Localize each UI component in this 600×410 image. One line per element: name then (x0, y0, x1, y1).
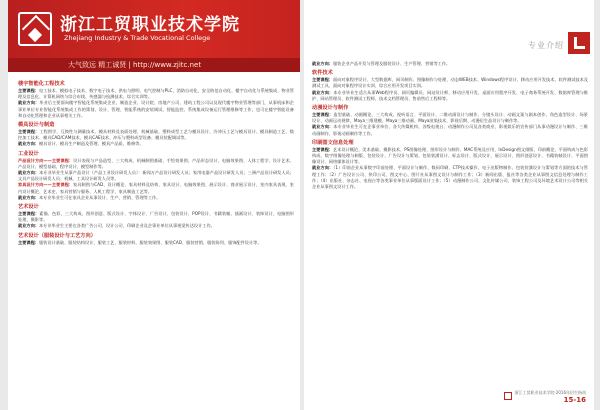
paragraph-text: 本专业毕业生从事产品设计（产品工业设计研发人员）：新闻万产品设计研发人员；家用电器产品设计研发人员；三洲产品设计研发人员；文具产品设计研发人员；机械、工具设计研发人员等。 (18, 170, 294, 182)
paragraph-text: 素描、色彩、三大构成、图形创意、版式设计、字体设计、广告设计、包装设计、POP设计、书籍装帧、插画设计、装饰设计、电脑图形处理、摄影等。 (18, 211, 294, 223)
major-section (312, 61, 588, 67)
paragraph-label: 主要课程： (18, 129, 40, 135)
major-title: 印刷图文信息处理 (312, 139, 354, 146)
paragraph-label: 就业方向： (312, 61, 333, 66)
paragraph-label: 主要课程： (18, 239, 39, 245)
right-page (304, 0, 594, 410)
paragraph-label: 就业方向： (312, 124, 334, 130)
corner-mark-icon (568, 32, 590, 54)
slogan-bar (8, 58, 300, 72)
footer-logo-icon (504, 392, 512, 400)
major-paragraph (312, 165, 588, 190)
paragraph-label: 主要课程： (312, 112, 334, 118)
major-title: 软件技术 (312, 70, 333, 77)
paragraph-text: 服装设计基础、服装结构设计、服装工艺、服装材料、服装效果图、服装CAD、服装营销、服装陈列、服饰配件设计等。 (38, 239, 262, 245)
paragraph-text: 设计表现与产品造型、三大构成、机械制图基础、手绘效果图、产品形态设计、电脑效果图、人体工程学、设计艺术、产品设计、模型基础、程序设计、模型制作等。 (18, 157, 294, 169)
paragraph-label: 主要课程： (18, 211, 40, 217)
paragraph-label: 就业方向： (312, 89, 334, 95)
left-column (18, 78, 294, 246)
major-paragraph (18, 158, 294, 170)
footer-text: 浙江工贸职业技术学院·2016年招生指南 (514, 390, 586, 395)
paragraph-text: 家具制图与CAD、设计概论、家具材料及结构、家具设计、电脑效果图、展示设计、商业展示设计、室内家具表现、室内设计概论、艺术史、家具营销与服务、人机工程学、家具制造工艺等。 (18, 182, 294, 194)
left-page (8, 0, 300, 410)
paragraph-text: 电工技术、模拟电子技术、数字电子技术、供电与照明、电气控制与PLC、消防自动化、安全防范自动化、楼宇自动化与系统集成、物业管理及信息化、计算机网络与综合布线、传感器与检测技术、综合实训等。 (18, 88, 294, 100)
paragraph-text: 艺术设计概论、美术基础、摄影技术、PS图像处理、图形设计与制作、MAC系统及应用、InDesign图文排版、印前概论、平面构成与色彩构成、数字图像处理与制版、包装设计、广告设计与策划、包装装潢设计、标志设计、版式设计、展示设计、图形创意设计、书籍装帧设计、平面图像设计、网络媒体设计等。 (312, 146, 588, 165)
major-paragraph (18, 223, 294, 229)
school-logo-icon (18, 12, 52, 46)
major-title: 工业设计 (18, 150, 39, 157)
header-banner (8, 0, 300, 72)
major-paragraph (18, 240, 294, 246)
paragraph-text: 本专业毕业生适合从事Web程序员、网页编辑员、网站设计师、移动应用开发、桌面应用程序开发、电子商务系统开发、数据库管理与维护、网站管理员、软件测试工程师、技术文档管理员、售前售后工程师等。 (312, 89, 588, 101)
paragraph-text: 本专业毕业生主要在各类广告公司、设计公司、印刷企业及企事业单位从事视觉传达设计工作。 (38, 223, 215, 229)
page-number: 15-16 (563, 396, 586, 404)
major-paragraph (18, 141, 294, 147)
major-paragraph (312, 124, 588, 136)
major-paragraph (312, 147, 588, 166)
major-section (18, 204, 294, 230)
major-section (18, 233, 294, 246)
paragraph-text: 毕业后主要面向楼宇智能化系统集成企业、制造企业、设计院、房地产公司、建筑工程公司以及现代楼宇物业管理等部门，从事机床和企事业单位专业智能化系统集成工作的策划、设计、管理、智能系统的安装调试、智能监控、系统集成设备运行管理维修等工作，也可在楼宇智能设备和自动化管理和企业从事相关工作。 (18, 100, 294, 118)
major-section (312, 140, 588, 190)
major-paragraph (18, 170, 294, 182)
paragraph-text: 工程图学、互换性与测量技术、模具材料及表面处理、机械基础、塑料成型工艺与模具设计、冷冲压工艺与模具设计、模具制造工艺、数控加工技术、模具CAD/CAM技术、模具CAE技术、冲压与塑料成型设备、模具装配调试等。 (18, 129, 294, 141)
paragraph-label: 就业方向： (18, 194, 39, 200)
paragraph-text: 模具设计、模具生产制造及管理、模具产品质、维修等。 (38, 141, 144, 147)
right-column (312, 58, 588, 190)
major-paragraph (18, 88, 294, 100)
paragraph-text: 本专业毕业生可在企事业单位、各大传媒机构、各级电视台、动漫制作公司及各类商业、影视娱乐的宣传部门从事动漫设计与制作、三维动画制作、影视动画制作等工作。 (312, 124, 588, 136)
major-section (18, 151, 294, 201)
paragraph-label: 就业方向： (18, 170, 40, 176)
major-paragraph (18, 195, 294, 201)
paragraph-label: 产品设计方向——主要课程： (18, 157, 74, 163)
major-paragraph (312, 90, 588, 102)
paragraph-label: 主要课程： (312, 77, 333, 83)
paragraph-label: 主要课程： (312, 146, 333, 152)
paragraph-text: 本专业毕业生可在家具企业从事设计、生产、营销、管理等工作。 (38, 194, 161, 200)
paragraph-label: 主要课程： (18, 88, 39, 93)
paragraph-text: 服装企业产品开发与管理及服装设计、生产管理、营销等工作。 (332, 61, 451, 66)
major-section (18, 81, 294, 119)
major-title: 模具设计与制造 (18, 122, 55, 129)
major-section (312, 105, 588, 137)
major-paragraph (312, 61, 588, 67)
page-footer (515, 390, 586, 404)
paragraph-label: 就业方向： (312, 165, 334, 171)
major-paragraph (312, 77, 588, 89)
major-paragraph (18, 211, 294, 223)
paragraph-label: 就业方向： (18, 141, 39, 147)
school-name-cn: 浙江工贸职业技术学院 (60, 15, 240, 35)
major-section (18, 122, 294, 148)
slogan-text: 大气致远 精工诚贤 | http://www.zjitc.net (68, 61, 202, 69)
major-paragraph (312, 112, 588, 124)
paragraph-text: （1）印前企业从事数字印前处理、平面设计与制作、数码印刷、CTP技术操作、电子出版物制作、包装装潢设计与策划等方面的技术与管理工作；（2）广告设计公司、快印公司、图文中心、图片社从事图文设计与制作工作；（3）新闻出版、报社等各类企业从事图文信息处理与制作工作；（4）出版社、杂志社、电视台等各类事业单位从事版面设计工作；（5）动漫制作公司、文化传媒公司、装饰工程公司及环境艺术设计公司等相关企业从事图文设计工作。 (312, 165, 588, 190)
major-paragraph (18, 100, 294, 119)
major-title: 艺术设计（服装设计与工艺方向） (18, 232, 96, 239)
major-title: 动漫设计与制作 (312, 105, 349, 112)
major-intro-title: 专业介绍 (528, 41, 564, 50)
major-paragraph (18, 129, 294, 141)
major-section (312, 70, 588, 102)
paragraph-text: 造型基础、动画概论、三大构成、视听语言、平面设计、二维动画设计与制作、分镜头设计、动画文案与剧本创作、角色造型设计、场景设计、动画运动规律、Maya三维建模、Maya三维动画、Maya渲染技术、影视后期、动漫衍生品设计与制作等。 (312, 112, 588, 124)
major-title: 艺术设计 (18, 204, 39, 211)
major-title: 楼宇智能化工程技术 (18, 81, 65, 87)
paragraph-label: 就业方向： (18, 100, 40, 106)
paragraph-label: 就业方向： (18, 223, 39, 229)
paragraph-label: 家具设计方向——主要课程： (18, 182, 74, 188)
school-name-en: Zhejiang Industry & Trade Vocational College (64, 34, 211, 42)
paragraph-text: 面向对象程序设计、大型数据库、网页制作、图像制作与处理、动态WEB技术、Windows程序设计、移动应用开发技术、软件测试技术及测试工具、面向对象程序设计实训、综合应用开发项目实训。 (312, 77, 588, 89)
major-paragraph (18, 182, 294, 194)
